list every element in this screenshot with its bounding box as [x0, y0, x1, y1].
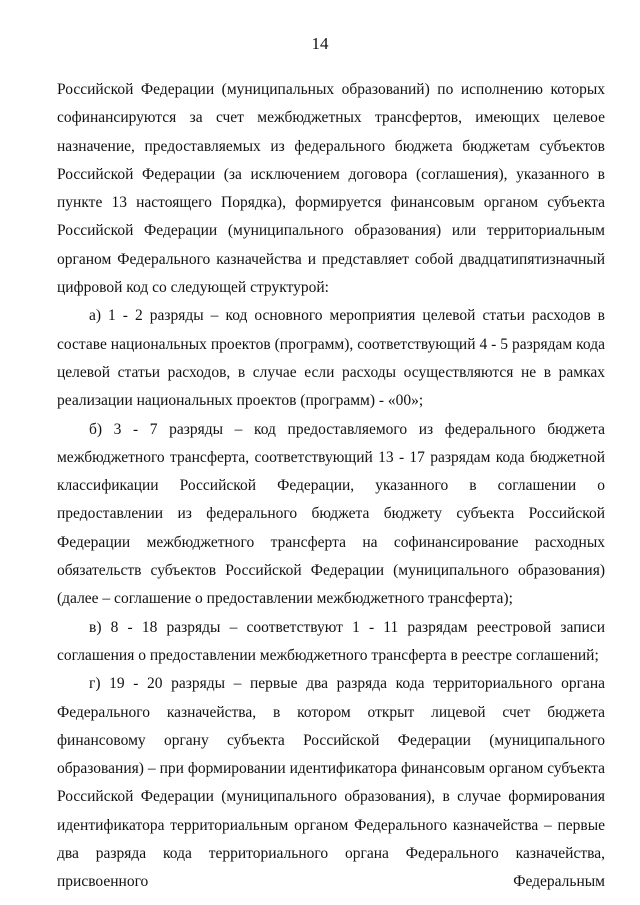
paragraph-item-v: в) 8 - 18 разряды – соответствуют 1 - 11 разрядам реестровой записи соглашения о предоставлении межбюджетного трансферта в реестре соглашений;	[57, 618, 605, 664]
paragraph-item-a: а) 1 - 2 разряды – код основного мероприятия целевой статьи расходов в составе национальных проектов (программ), соответствующий 4 - 5 разрядам кода целевой статьи расходов, в случае если расходы осуществляются не в рамках реализации национальных проектов (программ) - «00»;	[57, 307, 605, 410]
page-number: 14	[311, 34, 329, 53]
paragraph-item-b: б) 3 - 7 разряды – код предоставляемого из федерального бюджета межбюджетного трансферта, соответствующий 13 - 17 разрядам кода бюджетной классификации Российской Федерации, указанного в соглашении о предоставлении из федерального бюджета бюджету субъекта Российской Федерации межбюджетного трансферта на софинансирование расходных обязательств субъектов Российской Федерации (муниципального образования) (далее – соглашение о предоставлении межбюджетного трансферта);	[57, 420, 605, 608]
paragraph-continuation: Российской Федерации (муниципальных образований) по исполнению которых софинансируются за счет межбюджетных трансфертов, имеющих целевое назначение, предоставляемых из федерального бюджета бюджетам субъектов Российской Федерации (за исключением договора (соглашения), указанного в пункте 13 настоящего Порядка), формируется финансовым органом субъекта Российской Федерации (муниципального образования) или территориальным органом Федерального казначейства и представляет собой двадцатипятизначный цифровой код со следующей структурой:	[57, 81, 605, 297]
document-body	[57, 76, 605, 897]
paragraph-item-g: г) 19 - 20 разряды – первые два разряда кода территориального органа Федерального казначейства, в котором открыт лицевой счет бюджета финансовому органу субъекта Российской Федерации (муниципального образования) – при формировании идентификатора финансовым органом субъекта Российской Федерации (муниципального образования), в случае формирования идентификатора территориальным органом Федерального казначейства – первые два разряда кода территориального органа Федерального казначейства, присвоенного Федеральным	[57, 675, 605, 891]
